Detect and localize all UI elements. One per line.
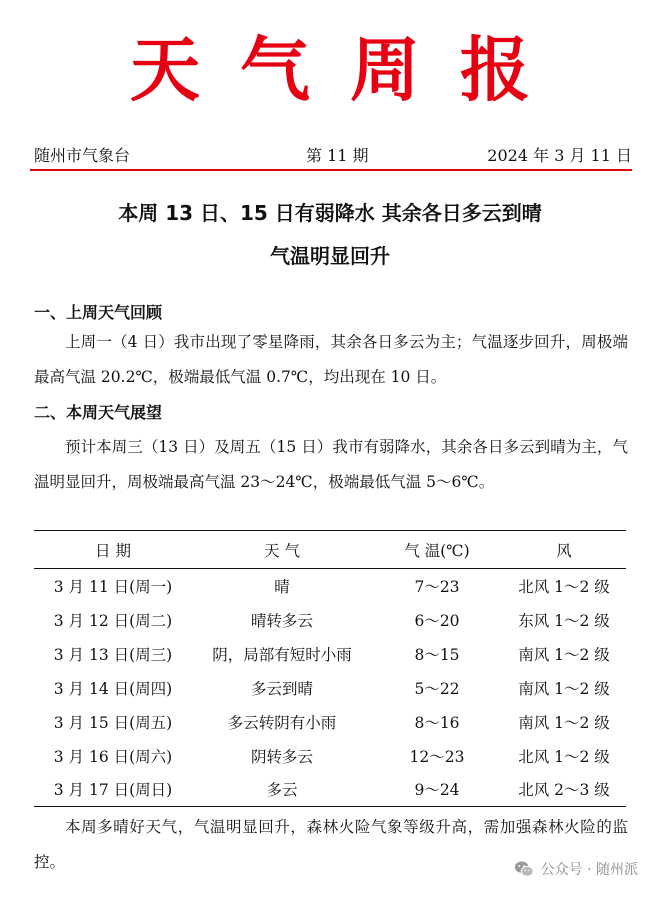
cell-wind: 南风 1～2 级 (518, 679, 610, 698)
cell-date: 3 月 16 日(周六) (53, 747, 173, 766)
cell-weather: 阴，局部有短时小雨 (212, 645, 352, 664)
watermark (513, 858, 638, 880)
cell-wind: 东风 1～2 级 (518, 611, 610, 630)
issuing-org: 随州市气象台 (34, 146, 131, 165)
header-date: 日 期 (34, 531, 192, 569)
cell-wind: 北风 1～2 级 (518, 577, 610, 596)
table-row (34, 739, 626, 773)
table-row (34, 603, 626, 637)
cell-weather: 多云 (192, 773, 372, 807)
cell-temperature: 6～20 (414, 611, 460, 630)
table-header-row (34, 531, 626, 569)
review-paragraph: 上周一（4 日）我市出现了零星降雨，其余各日多云为主；气温逐步回升，周极端最高气温 20.2℃，极端最低气温 0.7℃，均出现在 10 日。 (34, 333, 628, 386)
cell-temperature: 8～16 (414, 713, 460, 732)
cell-wind: 南风 1～2 级 (518, 713, 610, 732)
issue-date: 2024 年 3 月 11 日 (487, 146, 632, 165)
forecast-table (34, 530, 626, 807)
header-weather: 天 气 (192, 531, 372, 569)
cell-temperature: 5～22 (414, 679, 460, 698)
headline-line-2: 气温明显回升 (270, 244, 390, 268)
issue-info-row (34, 146, 632, 166)
cell-weather: 晴转多云 (250, 611, 313, 630)
outlook-paragraph: 预计本周三（13 日）及周五（15 日）我市有弱降水，其余各日多云到晴为主，气温明显回升，周极端最高气温 23～24℃，极端最低气温 5～6℃。 (34, 438, 628, 491)
cell-temperature: 9～24 (372, 773, 502, 807)
section-heading-outlook: 二、本周天气展望 (34, 403, 163, 422)
headline-line-1: 本周 13 日、15 日有弱降水 其余各日多云到晴 (118, 201, 542, 225)
cell-temperature: 8～15 (414, 645, 460, 664)
cell-weather: 晴 (274, 577, 290, 596)
cell-weather: 阴转多云 (250, 747, 313, 766)
cell-date: 3 月 12 日(周二) (53, 611, 173, 630)
red-divider (30, 169, 632, 171)
cell-wind: 北风 2～3 级 (502, 773, 626, 807)
table-row (34, 637, 626, 671)
cell-weather: 多云到晴 (250, 679, 313, 698)
table-row (34, 773, 626, 807)
wechat-icon (513, 858, 535, 880)
table-row (34, 705, 626, 739)
cell-wind: 北风 1～2 级 (518, 747, 610, 766)
header-temperature: 气 温(℃) (372, 531, 502, 569)
cell-weather: 多云转阴有小雨 (227, 713, 337, 732)
cell-date: 3 月 11 日(周一) (53, 577, 173, 596)
cell-date: 3 月 15 日(周五) (53, 713, 173, 732)
section-heading-review: 一、上周天气回顾 (34, 303, 163, 322)
summary-paragraph: 本周多晴好天气，气温明显回升，森林火险气象等级升高，需加强森林火险的监控。 (34, 818, 628, 871)
watermark-text: 公众号 · 随州派 (540, 862, 638, 878)
table-row (34, 569, 626, 603)
cell-date: 3 月 14 日(周四) (53, 679, 173, 698)
table-row (34, 671, 626, 705)
cell-wind: 南风 1～2 级 (518, 645, 610, 664)
cell-date: 3 月 17 日(周日) (34, 773, 192, 807)
cell-temperature: 7～23 (414, 577, 460, 596)
issue-number: 第 11 期 (306, 146, 369, 165)
header-wind: 风 (502, 531, 626, 569)
cell-date: 3 月 13 日(周三) (53, 645, 173, 664)
cell-temperature: 12～23 (409, 747, 465, 766)
masthead-title: 天气周报 (130, 29, 570, 111)
